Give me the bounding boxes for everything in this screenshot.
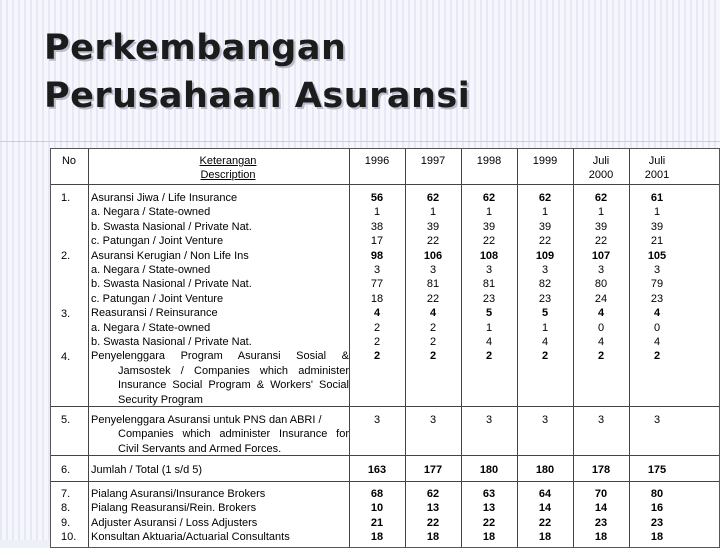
value-cell bbox=[405, 413, 461, 427]
header-year-text: 2000 bbox=[588, 169, 614, 182]
cell-value: 98 bbox=[370, 249, 384, 262]
cell-value: 39 bbox=[426, 220, 440, 233]
cell-value: 3 bbox=[485, 414, 493, 426]
cell-value: 106 bbox=[423, 249, 443, 262]
cell-value: 23 bbox=[482, 292, 496, 305]
row-number: 3. bbox=[61, 308, 71, 320]
cell-value: 2 bbox=[485, 350, 493, 363]
cell-value: 3 bbox=[653, 263, 661, 276]
row-number: 10. bbox=[61, 531, 77, 544]
cell-value: 0 bbox=[597, 321, 605, 334]
cell-value: 61 bbox=[650, 192, 664, 204]
cell-value: 4 bbox=[485, 335, 493, 348]
header-year bbox=[517, 154, 573, 168]
cell-value: 3 bbox=[597, 414, 605, 426]
cell-value: 24 bbox=[594, 292, 608, 305]
cell-value: 0 bbox=[653, 321, 661, 334]
cell-value: 80 bbox=[650, 488, 664, 500]
values-juli-2000 bbox=[573, 191, 629, 364]
cell-value: 107 bbox=[591, 249, 611, 262]
cell-value: 22 bbox=[482, 516, 496, 529]
cell-value: 68 bbox=[370, 488, 384, 500]
row-number: 2. bbox=[61, 250, 71, 262]
cell-value: 18 bbox=[538, 531, 552, 544]
cell-value: 13 bbox=[482, 502, 496, 515]
cell-value: 108 bbox=[479, 249, 499, 262]
cell-value: 17 bbox=[370, 235, 384, 248]
cell-value: 1 bbox=[485, 321, 493, 334]
value-cell bbox=[573, 413, 629, 427]
cell-value: 177 bbox=[423, 464, 443, 476]
desc-line: Konsultan Aktuaria/Actuarial Consultants bbox=[91, 531, 290, 544]
header-description bbox=[89, 154, 367, 183]
desc-line: b. Swasta Nasional / Private Nat. bbox=[91, 278, 252, 291]
cell-value: 175 bbox=[647, 464, 667, 476]
value-cell bbox=[461, 463, 517, 477]
row-number: 5. bbox=[61, 414, 71, 426]
header-year bbox=[405, 154, 461, 168]
cell-value: 2 bbox=[429, 321, 437, 334]
cell-value: 22 bbox=[594, 235, 608, 248]
cell-value: 1 bbox=[541, 206, 549, 219]
cell-value: 13 bbox=[426, 502, 440, 515]
desc-line: Penyelenggara Asuransi untuk PNS dan ABRI / bbox=[91, 414, 322, 426]
cell-value: 18 bbox=[594, 531, 608, 544]
header-year bbox=[629, 154, 685, 183]
values-juli-2000 bbox=[573, 487, 629, 545]
values-juli-2001 bbox=[629, 191, 685, 364]
cell-value: 14 bbox=[538, 502, 552, 515]
cell-value: 2 bbox=[373, 350, 381, 363]
cell-value: 3 bbox=[429, 263, 437, 276]
value-cell bbox=[349, 413, 405, 427]
cell-value: 39 bbox=[650, 220, 664, 233]
row-divider bbox=[51, 184, 719, 185]
row-number: 4. bbox=[61, 351, 71, 363]
cell-value: 5 bbox=[541, 307, 549, 320]
desc-line: a. Negara / State-owned bbox=[91, 264, 211, 277]
cell-value: 64 bbox=[538, 488, 552, 500]
header-year-text: 1998 bbox=[476, 155, 502, 167]
cell-value: 2 bbox=[541, 350, 549, 363]
cell-value: 109 bbox=[535, 249, 555, 262]
cell-value: 22 bbox=[426, 292, 440, 305]
cell-value: 3 bbox=[373, 414, 381, 426]
insurance-table bbox=[50, 148, 720, 548]
block1-description bbox=[91, 191, 349, 407]
block3-description bbox=[91, 463, 349, 477]
cell-value: 38 bbox=[370, 220, 384, 233]
header-year-text: Juli bbox=[592, 155, 610, 167]
desc-line: Asuransi Kerugian / Non Life Ins bbox=[91, 249, 249, 262]
row-number: 6. bbox=[61, 464, 71, 476]
cell-value: 80 bbox=[594, 278, 608, 291]
desc-line: Asuransi Jiwa / Life Insurance bbox=[91, 192, 238, 204]
cell-value: 18 bbox=[370, 292, 384, 305]
row-divider bbox=[51, 481, 719, 482]
desc-line: Adjuster Asuransi / Loss Adjusters bbox=[91, 516, 258, 529]
cell-value: 18 bbox=[482, 531, 496, 544]
cell-value: 16 bbox=[650, 502, 664, 515]
desc-line: Pialang Reasuransi/Rein. Brokers bbox=[91, 502, 257, 515]
desc-line: c. Patungan / Joint Venture bbox=[91, 235, 224, 248]
cell-value: 3 bbox=[653, 414, 661, 426]
values-1997 bbox=[405, 487, 461, 545]
cell-value: 2 bbox=[597, 350, 605, 363]
header-year-text: 1997 bbox=[420, 155, 446, 167]
cell-value: 1 bbox=[541, 321, 549, 334]
cell-value: 22 bbox=[426, 516, 440, 529]
desc-line: Reasuransi / Reinsurance bbox=[91, 307, 218, 320]
cell-value: 3 bbox=[485, 263, 493, 276]
desc-line: Pialang Asuransi/Insurance Brokers bbox=[91, 488, 266, 500]
cell-value: 81 bbox=[482, 278, 496, 291]
block2-description bbox=[91, 413, 349, 456]
cell-value: 180 bbox=[535, 464, 555, 476]
title-line-2: Perusahaan Asuransi bbox=[44, 76, 471, 116]
cell-value: 1 bbox=[429, 206, 437, 219]
desc-line: Jamsostek / Companies which administer Insurance Social Program & Workers' Social Security Program bbox=[118, 364, 349, 406]
column-divider bbox=[88, 149, 89, 547]
cell-value: 82 bbox=[538, 278, 552, 291]
cell-value: 18 bbox=[650, 531, 664, 544]
desc-line: a. Negara / State-owned bbox=[91, 206, 211, 219]
cell-value: 70 bbox=[594, 488, 608, 500]
cell-value: 2 bbox=[429, 335, 437, 348]
cell-value: 21 bbox=[650, 235, 664, 248]
value-cell bbox=[517, 463, 573, 477]
desc-line: Jumlah / Total (1 s/d 5) bbox=[91, 464, 203, 476]
block4-numbers bbox=[61, 487, 76, 545]
row-number: 1. bbox=[61, 192, 71, 204]
desc-line: Companies which administer Insurance for Civil Servants and Armed Forces. bbox=[118, 428, 349, 455]
cell-value: 39 bbox=[538, 220, 552, 233]
header-desc-line1: Keterangan bbox=[199, 155, 257, 167]
cell-value: 1 bbox=[597, 206, 605, 219]
header-year-text: 1999 bbox=[532, 155, 558, 167]
cell-value: 23 bbox=[650, 516, 664, 529]
cell-value: 63 bbox=[482, 488, 496, 500]
cell-value: 62 bbox=[426, 192, 440, 204]
desc-line: a. Negara / State-owned bbox=[91, 321, 211, 334]
values-1996 bbox=[349, 191, 405, 364]
cell-value: 180 bbox=[479, 464, 499, 476]
title-divider bbox=[0, 141, 720, 142]
cell-value: 105 bbox=[647, 249, 667, 262]
values-juli-2001 bbox=[629, 487, 685, 545]
cell-value: 4 bbox=[653, 335, 661, 348]
value-cell bbox=[629, 463, 685, 477]
header-no: No bbox=[61, 155, 77, 167]
cell-value: 23 bbox=[594, 516, 608, 529]
values-1998 bbox=[461, 487, 517, 545]
cell-value: 4 bbox=[597, 307, 605, 320]
values-1997 bbox=[405, 191, 461, 364]
header-year bbox=[461, 154, 517, 168]
cell-value: 2 bbox=[653, 350, 661, 363]
cell-value: 39 bbox=[482, 220, 496, 233]
cell-value: 4 bbox=[541, 335, 549, 348]
cell-value: 56 bbox=[370, 192, 384, 204]
cell-value: 2 bbox=[373, 321, 381, 334]
cell-value: 62 bbox=[426, 488, 440, 500]
values-1999 bbox=[517, 191, 573, 364]
desc-line: Penyelenggara Program Asuransi Sosial & bbox=[91, 350, 349, 363]
cell-value: 23 bbox=[538, 292, 552, 305]
desc-line: b. Swasta Nasional / Private Nat. bbox=[91, 220, 252, 233]
cell-value: 79 bbox=[650, 278, 664, 291]
values-1999 bbox=[517, 487, 573, 545]
cell-value: 22 bbox=[538, 235, 552, 248]
cell-value: 22 bbox=[426, 235, 440, 248]
cell-value: 77 bbox=[370, 278, 384, 291]
cell-value: 22 bbox=[538, 516, 552, 529]
cell-value: 3 bbox=[541, 414, 549, 426]
cell-value: 39 bbox=[594, 220, 608, 233]
header-year bbox=[349, 154, 405, 168]
desc-line: b. Swasta Nasional / Private Nat. bbox=[91, 336, 252, 349]
cell-value: 163 bbox=[367, 464, 387, 476]
cell-value: 18 bbox=[370, 531, 384, 544]
value-cell bbox=[405, 463, 461, 477]
desc-line: c. Patungan / Joint Venture bbox=[91, 292, 224, 305]
cell-value: 1 bbox=[653, 206, 661, 219]
cell-value: 2 bbox=[429, 350, 437, 363]
cell-value: 1 bbox=[373, 206, 381, 219]
cell-value: 3 bbox=[373, 263, 381, 276]
title-line-1: Perkembangan bbox=[44, 28, 347, 68]
value-cell bbox=[461, 413, 517, 427]
header-year-text: Juli bbox=[648, 155, 666, 167]
block4-description bbox=[91, 487, 349, 545]
cell-value: 4 bbox=[373, 307, 381, 320]
cell-value: 62 bbox=[538, 192, 552, 204]
cell-value: 2 bbox=[373, 335, 381, 348]
cell-value: 4 bbox=[597, 335, 605, 348]
cell-value: 81 bbox=[426, 278, 440, 291]
values-1996 bbox=[349, 487, 405, 545]
row-number: 8. bbox=[61, 502, 71, 515]
values-1998 bbox=[461, 191, 517, 364]
cell-value: 14 bbox=[594, 502, 608, 515]
cell-value: 178 bbox=[591, 464, 611, 476]
cell-value: 3 bbox=[541, 263, 549, 276]
value-cell bbox=[629, 413, 685, 427]
cell-value: 10 bbox=[370, 502, 384, 515]
page-title bbox=[44, 24, 470, 120]
cell-value: 4 bbox=[653, 307, 661, 320]
value-cell bbox=[573, 463, 629, 477]
value-cell bbox=[349, 463, 405, 477]
header-year-text: 2001 bbox=[644, 169, 670, 182]
value-cell bbox=[517, 413, 573, 427]
cell-value: 62 bbox=[482, 192, 496, 204]
cell-value: 18 bbox=[426, 531, 440, 544]
cell-value: 23 bbox=[650, 292, 664, 305]
cell-value: 62 bbox=[594, 192, 608, 204]
header-year-text: 1996 bbox=[364, 155, 390, 167]
cell-value: 3 bbox=[597, 263, 605, 276]
cell-value: 22 bbox=[482, 235, 496, 248]
cell-value: 5 bbox=[485, 307, 493, 320]
row-number: 7. bbox=[61, 488, 71, 500]
cell-value: 3 bbox=[429, 414, 437, 426]
cell-value: 21 bbox=[370, 516, 384, 529]
header-year bbox=[573, 154, 629, 183]
cell-value: 4 bbox=[429, 307, 437, 320]
cell-value: 1 bbox=[485, 206, 493, 219]
row-number: 9. bbox=[61, 516, 71, 529]
header-desc-line2: Description bbox=[200, 169, 256, 182]
